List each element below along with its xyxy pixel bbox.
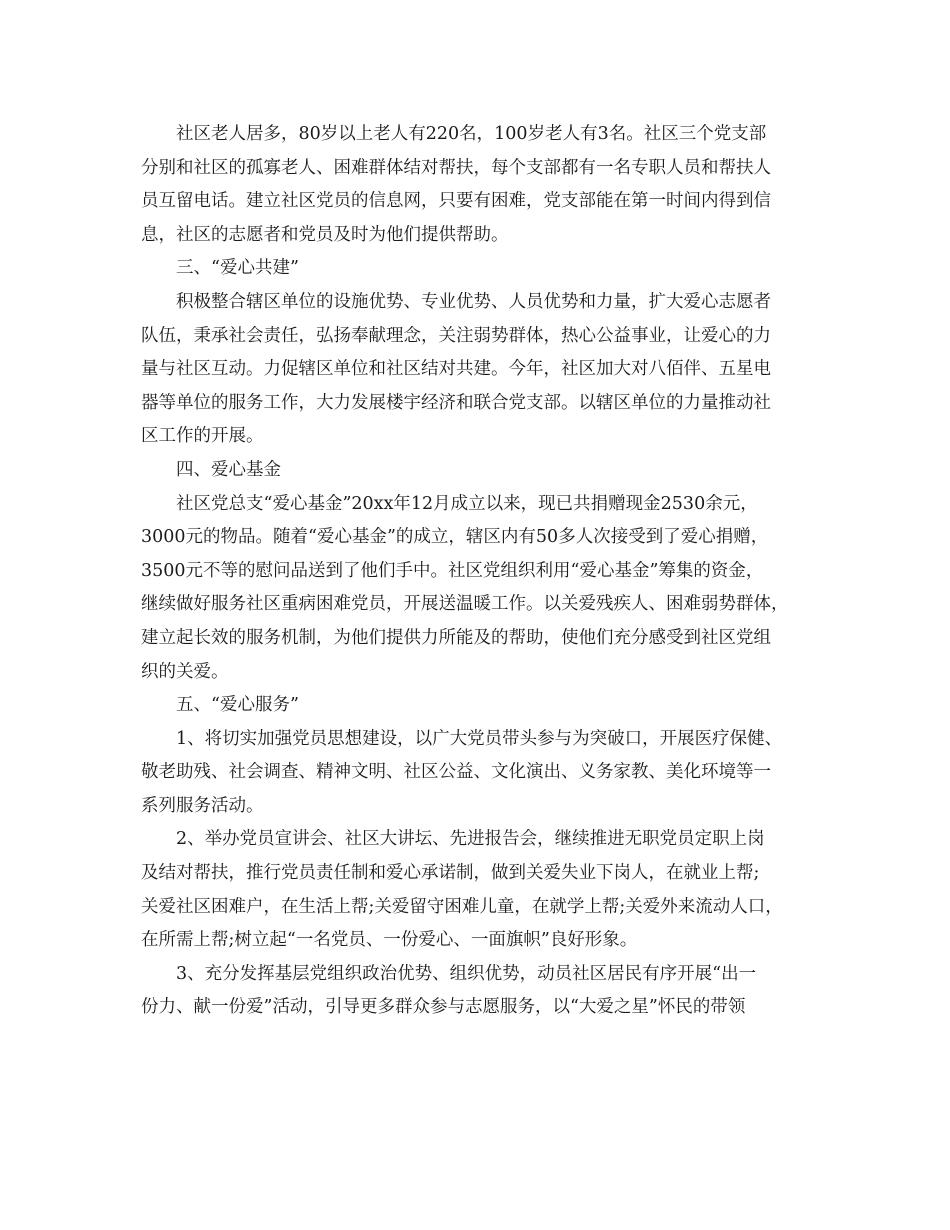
document-body <box>141 118 821 1025</box>
text-line: 分别和社区的孤寡老人、困难群体结对帮扶，每个支部都有一名专职人员和帮扶人 <box>141 157 771 178</box>
text-line: 队伍，秉承社会责任，弘扬奉献理念，关注弱势群体，热心公益事业，让爱心的力 <box>141 325 771 346</box>
text-line: 份力、献一份爱”活动，引导更多群众参与志愿服务，以“大爱之星”怀民的带领 <box>141 997 746 1018</box>
text-line: 在所需上帮;树立起“一名党员、一份爱心、一面旗帜”良好形象。 <box>141 930 638 951</box>
text-line: 及结对帮扶，推行党员责任制和爱心承诺制，做到关爱失业下岗人，在就业上帮; <box>141 863 760 884</box>
text-line: 四、爱心基金 <box>176 459 281 480</box>
text-line: 器等单位的服务工作，大力发展楼宇经济和联合党支部。以辖区单位的力量推动社 <box>141 392 771 413</box>
text-line: 敬老助残、社会调查、精神文明、社区公益、文化演出、义务家教、美化环境等一 <box>141 762 771 783</box>
text-line: 继续做好服务社区重病困难党员，开展送温暖工作。以关爱残疾人、困难弱势群体， <box>141 594 789 615</box>
text-line: 建立起长效的服务机制，为他们提供力所能及的帮助，使他们充分感受到社区党组 <box>141 627 771 648</box>
text-line: 1、将切实加强党员思想建设，以广大党员带头参与为突破口，开展医疗保健、 <box>176 728 783 749</box>
text-line: 社区老人居多，80岁以上老人有220名，100岁老人有3名。社区三个党支部 <box>176 124 767 144</box>
text-line: 3000元的物品。随着“爱心基金”的成立，辖区内有50多人次接受到了爱心捐赠， <box>141 527 769 548</box>
text-line: 3、充分发挥基层党组织政治优势、组织优势，动员社区居民有序开展“出一 <box>176 963 757 984</box>
text-line: 五、“爱心服务” <box>176 695 299 716</box>
text-line: 2、举办党员宣讲会、社区大讲坛、先进报告会，继续推进无职党员定职上岗 <box>176 829 765 850</box>
text-line: 社区党总支“爱心基金”20xx年12月成立以来，现已共捐赠现金2530余元， <box>176 493 758 514</box>
text-line: 区工作的开展。 <box>141 426 264 447</box>
text-line: 息，社区的志愿者和党员及时为他们提供帮助。 <box>141 224 509 245</box>
text-line: 员互留电话。建立社区党员的信息网，只要有困难，党支部能在第一时间内得到信 <box>141 191 771 212</box>
text-line: 关爱社区困难户，在生活上帮;关爱留守困难儿童，在就学上帮;关爱外来流动人口， <box>141 896 783 917</box>
text-line: 3500元不等的慰问品送到了他们手中。社区党组织利用“爱心基金”筹集的资金， <box>141 560 764 581</box>
text-line: 积极整合辖区单位的设施优势、专业优势、人员优势和力量，扩大爱心志愿者 <box>176 291 771 312</box>
text-line: 三、“爱心共建” <box>176 258 299 279</box>
text-line: 量与社区互动。力促辖区单位和社区结对共建。今年，社区加大对八佰伴、五星电 <box>141 359 771 380</box>
text-line: 系列服务活动。 <box>141 795 264 816</box>
text-line: 织的关爱。 <box>141 661 229 682</box>
